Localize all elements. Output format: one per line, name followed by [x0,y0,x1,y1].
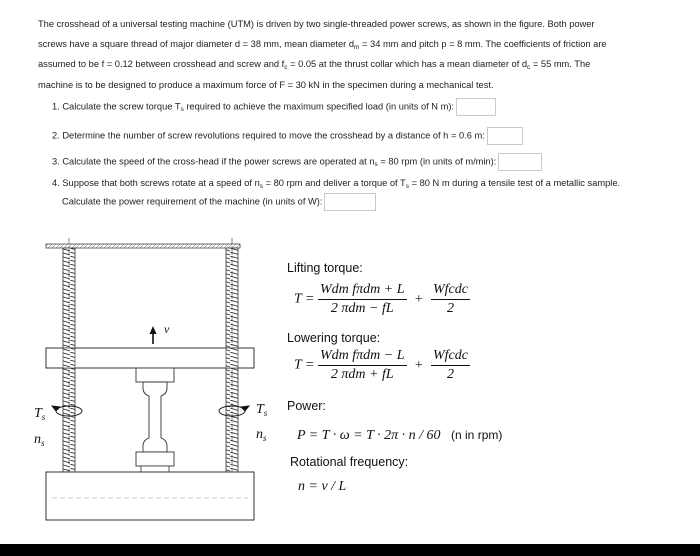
answer-1-input[interactable] [456,98,496,116]
problem-statement [38,15,678,95]
problem-line-2: screws have a square thread of major diameter d = 38 mm, mean diameter $d_m = 34$ mm and pitch p = 8 mm. The coefficients of friction are [38,38,607,51]
ns-left-label: $n_s$ [34,432,45,448]
lowering-torque-label: Lowering torque: [287,331,381,345]
answer-2-input[interactable] [487,127,523,145]
answer-4-input[interactable] [324,193,376,211]
problem-line-4: machine is to be designed to produce a maximum force of F = 30 kN in the specimen during a mechanical test. [38,79,494,90]
rotational-frequency-formula: n = v / L [298,479,347,494]
question-2: 2. Determine the number of screw revolutions required to move the crosshead by a distance of h = 0.6 m: [52,127,523,145]
power-formula: P = T · ω = T · 2π · n / 60 (n in rpm) [297,428,503,443]
answer-3-input[interactable] [498,153,542,171]
lifting-torque-label: Lifting torque: [287,261,363,275]
question-4-line-2: Calculate the power requirement of the machine (in units of W): [62,193,376,211]
specimen-grips [136,368,174,466]
rotational-frequency-label: Rotational frequency: [290,455,409,469]
velocity-arrow [150,326,157,344]
top-beam [46,244,240,248]
lifting-torque-formula: T = $\frac{\text{Wdm fπdm + L}}{\text{2 πdm − fL}}$ + $\frac{\text{Wfcdc}}{2}$ [294,282,468,316]
question-4: 4. Suppose that both screws rotate at a speed of $n_s = 80$ rpm and deliver a torque of $T_s = 80$ N m during a tensile test of a metallic sample. [52,178,621,190]
velocity-label: v [164,322,170,336]
bottom-bar [0,544,700,556]
base [46,472,254,520]
problem-line-3: assumed to be f = 0.12 between crosshead and screw and $f_c = 0.05$ at the thrust collar which has a mean diameter of $d_c = 55$ mm. The [38,59,591,72]
ts-left-label: $T_s$ [34,406,46,422]
power-label: Power: [287,399,326,413]
crosshead [46,348,254,368]
ns-right-label: $n_s$ [256,427,267,443]
ts-right-label: $T_s$ [256,402,268,418]
question-1: 1. Calculate the screw torque $T_s$ required to achieve the maximum specified load (in units of N m): [52,98,496,116]
utm-diagram [0,236,280,536]
problem-line-1: The crosshead of a universal testing machine (UTM) is driven by two single-threaded power screws, as shown in the figure. Both power [38,19,595,29]
question-3: 3. Calculate the speed of the cross-head if the power screws are operated at $n_s = 80$ rpm (in units of m/min): [52,153,542,171]
lowering-torque-formula: T = $\frac{\text{Wdm fπdm − L}}{\text{2 πdm + fL}}$ + $\frac{\text{Wfcdc}}{2}$ [294,348,468,382]
